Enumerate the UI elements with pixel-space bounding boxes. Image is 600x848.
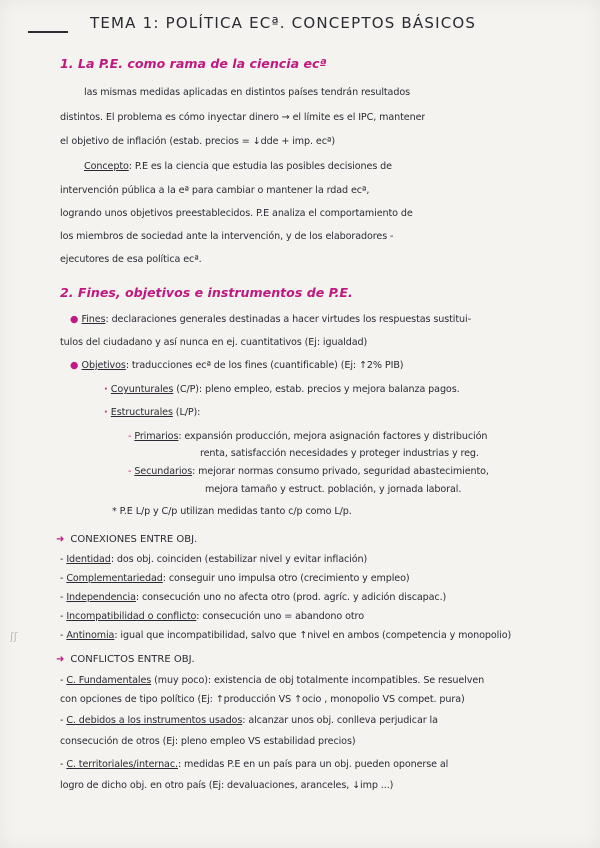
s1-p1-line3: el objetivo de inflación (estab. precios = ↓dde + imp. ecª) (60, 136, 335, 147)
s1-p2-line5: ejecutores de esa política ecª. (60, 254, 202, 265)
primarios-line1: - Primarios: expansión producción, mejora asignación factores y distribución (128, 431, 488, 442)
conexion-label: Independencia (66, 592, 136, 603)
conflicto-item: - C. territoriales/internac.: medidas P.E en un país para un obj. pueden oponerse al (60, 759, 449, 770)
s1-p1-line2: distintos. El problema es cómo inyectar dinero → el límite es el IPC, mantener (60, 112, 426, 123)
objetivos-line: ● Objetivos: traducciones ecª de los fines (cuantificable) (Ej: ↑2% PIB) (70, 360, 404, 371)
conexion-text: : consecución uno no afecta otro (prod. agríc. y adición discapac.) (135, 592, 447, 603)
conexion-label: Complementariedad (66, 573, 163, 584)
conexion-text: : igual que incompatibilidad, salvo que ↑nivel en ambos (competencia y monopolio) (114, 630, 512, 641)
conflicto-label: C. Fundamentales (66, 675, 152, 686)
conexiones-heading: ➜ CONEXIONES ENTRE OBJ. (56, 534, 198, 545)
objetivos-text: : traducciones ecª de los fines (cuantificable) (Ej: ↑2% PIB) (125, 360, 404, 371)
conflicto-label: C. territoriales/internac. (66, 759, 178, 770)
s1-p2-line3: logrando unos objetivos preestablecidos. P.E analiza el comportamiento de (60, 208, 413, 219)
conexion-label: Antinomia (66, 630, 115, 641)
conexion-item: - Complementariedad: conseguir uno impulsa otro (crecimiento y empleo) (60, 573, 410, 584)
coyunturales-label: Coyunturales (110, 384, 174, 395)
conexion-text: : consecución uno = abandono otro (196, 611, 364, 622)
conexion-text: : dos obj. coinciden (estabilizar nivel y evitar inflación) (110, 554, 368, 565)
conflicto-line: consecución de otros (Ej: pleno empleo VS estabilidad precios) (60, 736, 356, 747)
conexion-item: - Antinomia: igual que incompatibilidad, salvo que ↑nivel en ambos (competencia y monopolio) (60, 630, 512, 641)
s1-p2-line4: los miembros de sociedad ante la intervención, y de los elaboradores - (60, 231, 394, 242)
s1-concepto-line (84, 160, 392, 174)
fines-label: Fines (81, 314, 106, 325)
objetivos-label: Objetivos (81, 360, 126, 371)
conflicto-label: C. debidos a los instrumentos usados (66, 715, 243, 726)
conexion-label: Incompatibilidad o conflicto (66, 611, 197, 622)
pe-note: * P.E L/p y C/p utilizan medidas tanto c/p como L/p. (112, 506, 352, 517)
conflicto-line: con opciones de tipo político (Ej: ↑producción VS ↑ocio , monopolio VS compet. pura) (60, 694, 465, 705)
secundarios-line2: mejora tamaño y estruct. población, y jornada laboral. (205, 484, 462, 495)
secundarios-label: Secundarios (134, 466, 193, 477)
conexion-item: - Independencia: consecución uno no afecta otro (prod. agríc. y adición discapac.) (60, 592, 447, 603)
estructurales-line: · Estructurales (L/P): (104, 407, 201, 418)
secundarios-text: : mejorar normas consumo privado, seguridad abastecimiento, (192, 466, 489, 477)
section2-heading: 2. Fines, objetivos e instrumentos de P.E. (60, 285, 353, 300)
conexion-item: - Incompatibilidad o conflicto: consecución uno = abandono otro (60, 611, 364, 622)
arrow-right-icon: ➜ (56, 654, 65, 665)
title-margin-rule (28, 31, 68, 33)
primarios-label: Primarios (134, 431, 179, 442)
concepto-text: : P.E es la ciencia que estudia las posibles decisiones de (128, 161, 392, 172)
coyunturales-text: (C/P): pleno empleo, estab. precios y mejora balanza pagos. (173, 384, 460, 395)
conexion-label: Identidad (66, 554, 111, 565)
concepto-label: Concepto (84, 161, 129, 172)
fines-text: : declaraciones generales destinadas a hacer virtudes los respuestas sustitui- (105, 314, 471, 325)
primarios-line2: renta, satisfacción necesidades y proteger industrias y reg. (200, 448, 479, 459)
primarios-text: : expansión producción, mejora asignación factores y distribución (178, 431, 488, 442)
conflicto-item: - C. debidos a los instrumentos usados: alcanzar unos obj. conlleva perjudicar la (60, 715, 438, 726)
arrow-right-icon: ➜ (56, 534, 65, 545)
secundarios-line1: - Secundarios: mejorar normas consumo privado, seguridad abastecimiento, (128, 466, 489, 477)
conflictos-heading: ➜ CONFLICTOS ENTRE OBJ. (56, 654, 195, 665)
page-title: TEMA 1: POLÍTICA ECª. CONCEPTOS BÁSICOS (90, 14, 477, 32)
estructurales-text: (L/P): (172, 407, 201, 418)
conexion-text: : conseguir uno impulsa otro (crecimiento y empleo) (162, 573, 410, 584)
s1-p2-line2: intervención pública a la eª para cambiar o mantener la rdad ecª, (60, 185, 370, 196)
fines-line2: tulos del ciudadano y así nunca en ej. cuantitativos (Ej: igualdad) (60, 337, 368, 348)
conflicto-line: logro de dicho obj. en otro país (Ej: devaluaciones, aranceles, ↓imp ...) (60, 780, 394, 791)
coyunturales-line: · Coyunturales (C/P): pleno empleo, estab. precios y mejora balanza pagos. (104, 384, 460, 395)
estructurales-label: Estructurales (110, 407, 173, 418)
fines-line1: ● Fines: declaraciones generales destinadas a hacer virtudes los respuestas sustitui- (70, 314, 471, 325)
section1-heading: 1. La P.E. como rama de la ciencia ecª (60, 56, 327, 71)
conflicto-item: - C. Fundamentales (muy poco): existencia de obj totalmente incompatibles. Se resuelven (60, 675, 485, 686)
margin-mark: ʃʃ (10, 630, 18, 643)
conexion-item: - Identidad: dos obj. coinciden (estabilizar nivel y evitar inflación) (60, 554, 368, 565)
s1-p1-line1: las mismas medidas aplicadas en distintos países tendrán resultados (84, 87, 410, 98)
